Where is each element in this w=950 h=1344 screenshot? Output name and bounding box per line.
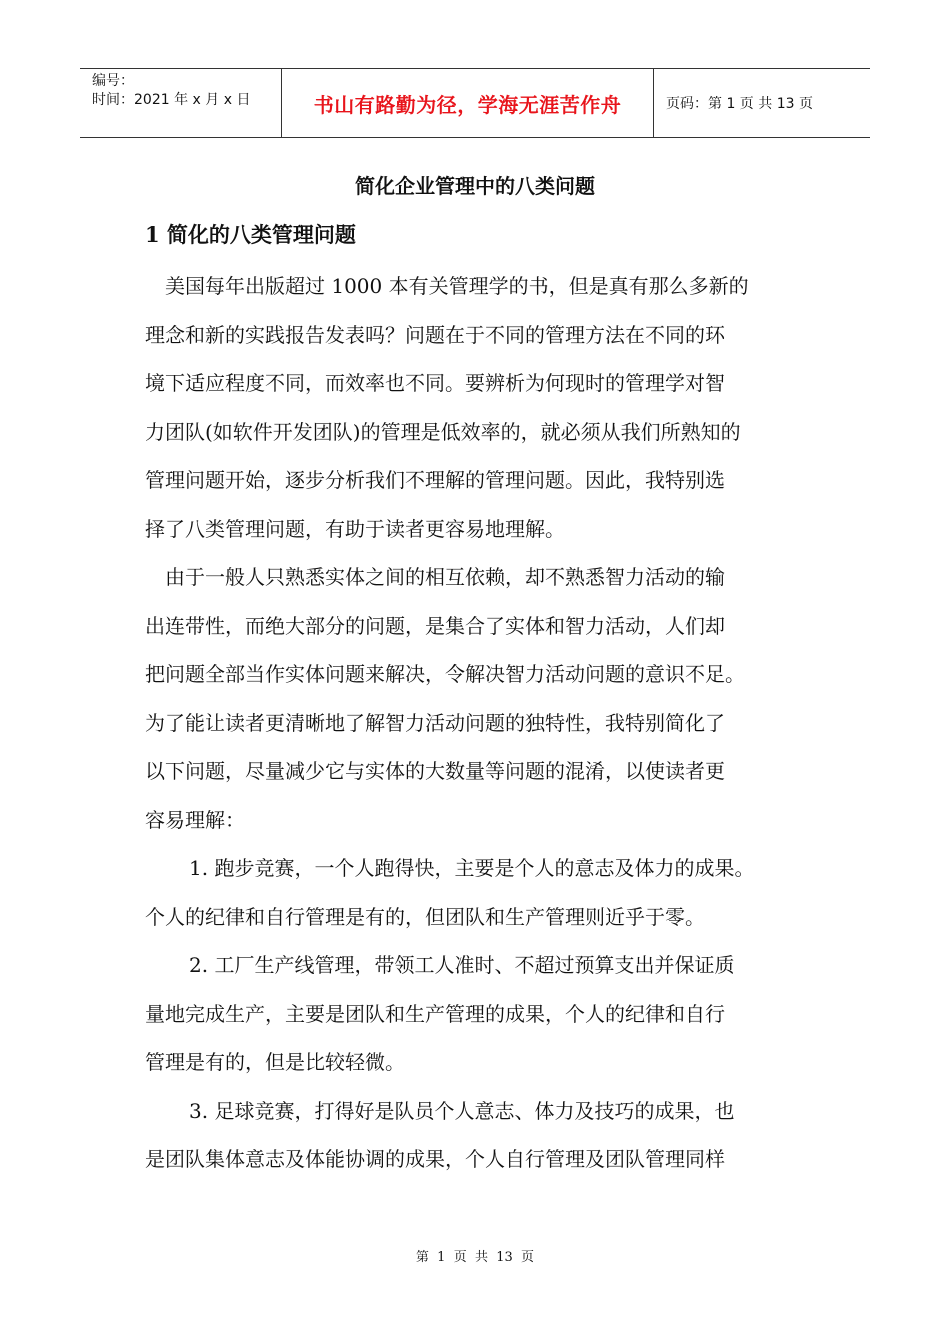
paragraph-explanation	[145, 553, 815, 844]
text-line: 理念和新的实践报告发表吗？问题在于不同的管理方法在不同的环	[145, 322, 725, 347]
text-line: 以下问题，尽量减少它与实体的大数量等问题的混淆，以使读者更	[145, 759, 725, 783]
text-line: 量地完成生产，主要是团队和生产管理的成果，个人的纪律和自行	[145, 1001, 725, 1026]
text-line: 是团队集体意志及体能协调的成果，个人自行管理及团队管理同样	[145, 1147, 725, 1171]
text-line: 为了能让读者更清晰地了解智力活动问题的独特性，我特别简化了	[145, 710, 725, 735]
text-line: 美国每年出版超过 1000 本有关管理学的书，但是真有那么多新的	[165, 274, 749, 298]
text-line: 出连带性，而绝大部分的问题，是集合了实体和智力活动，人们却	[145, 613, 725, 638]
document-header	[80, 68, 870, 138]
text-line: 2. 工厂生产线管理，带领工人准时、不超过预算支出并保证质	[189, 953, 735, 977]
section-heading: 1 简化的八类管理问题	[145, 222, 356, 247]
text-line: 管理问题开始，逐步分析我们不理解的管理问题。因此，我特别选	[145, 468, 725, 492]
text-line: 力团队(如软件开发团队)的管理是低效率的，就必须从我们所熟知的	[145, 419, 741, 444]
header-meta-cell	[80, 69, 282, 137]
text-line: 由于一般人只熟悉实体之间的相互依赖，却不熟悉智力活动的输	[165, 565, 725, 589]
text-line: 境下适应程度不同，而效率也不同。要辨析为何现时的管理学对智	[145, 371, 725, 395]
document-body	[145, 262, 815, 1184]
text-line: 择了八类管理问题，有助于读者更容易地理解。	[145, 516, 565, 541]
text-line: 容易理解：	[145, 807, 245, 832]
header-time-label: 时间：2021 年 x 月 x 日	[92, 92, 251, 108]
header-page-info: 页码：第 1 页 共 13 页	[666, 96, 813, 112]
list-item-1	[145, 844, 815, 941]
text-line: 1. 跑步竞赛，一个人跑得快，主要是个人的意志及体力的成果。	[189, 856, 755, 880]
text-line: 3. 足球竞赛，打得好是队员个人意志、体力及技巧的成果，也	[189, 1098, 735, 1123]
text-line: 把问题全部当作实体问题来解决，令解决智力活动问题的意识不足。	[145, 662, 745, 686]
document-title: 简化企业管理中的八类问题	[355, 174, 595, 198]
header-page-cell	[654, 69, 870, 137]
header-number-label: 编号：	[92, 73, 134, 89]
text-line: 个人的纪律和自行管理是有的，但团队和生产管理则近乎于零。	[145, 904, 705, 929]
list-item-3	[145, 1087, 815, 1184]
header-motto: 书山有路勤为径，学海无涯苦作舟	[313, 92, 622, 117]
paragraph-intro	[145, 262, 815, 553]
text-line: 管理是有的，但是比较轻微。	[145, 1050, 405, 1074]
page-footer: 第 1 页 共 13 页	[415, 1250, 535, 1265]
list-item-2	[145, 941, 815, 1087]
header-motto-cell	[282, 69, 654, 137]
